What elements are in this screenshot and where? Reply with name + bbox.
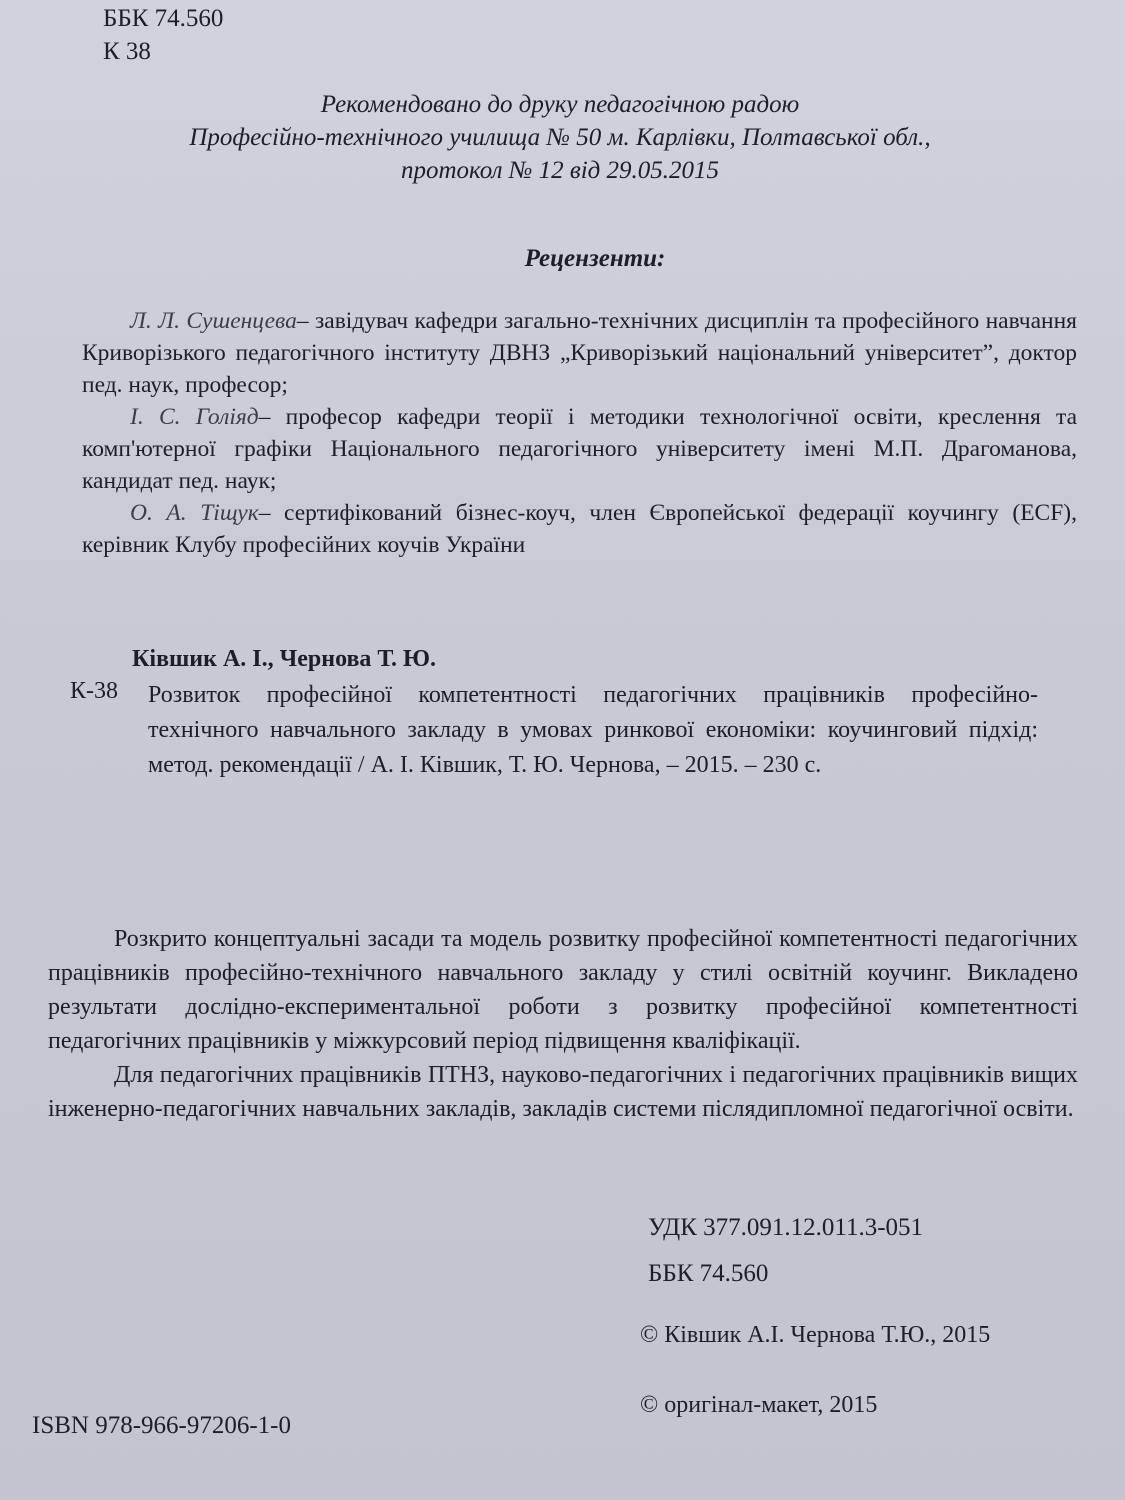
recommendation-line-3: протокол № 12 від 29.05.2015 <box>400 157 720 184</box>
reviewers-heading: Рецензенти: <box>524 245 666 272</box>
annotation-paragraph: Розкрито концептуальні засади та модель розвитку професійної компетентності педагогічних працівників професійно-технічного навчального закладу у стилі освітній коучинг. Викладено результати дослідно-експериментальної роботи з розвитку професійної компетентності педагогічних працівників у міжкурсовий період підвищення кваліфікації. <box>48 926 1078 1054</box>
bibliographic-code: К-38 <box>70 678 118 704</box>
bbk-code: ББК 74.560 <box>648 1260 769 1287</box>
reviewers-list <box>82 305 1077 561</box>
reviewer-entry <box>82 401 1077 497</box>
top-catalog-code: К 38 <box>103 38 151 65</box>
reviewer-entry <box>82 497 1077 561</box>
publication-recommendation <box>40 88 1080 187</box>
reviewer-entry <box>82 305 1077 401</box>
top-classification <box>103 2 223 68</box>
recommendation-line-1: Рекомендовано до друку педагогічною радою <box>320 91 800 118</box>
isbn-number: ISBN 978-966-97206-1-0 <box>32 1412 292 1439</box>
bibliographic-description: Розвиток професійної компетентності педагогічних працівників професійно-технічного навчального закладу в умовах ринкової економіки: коучинговий підхід: метод. рекомендації / А. І. Ківшик, Т. Ю. Чернова, – 2015. – 230 с. <box>148 682 1038 778</box>
annotation <box>48 922 1078 1126</box>
reviewer-name: І. С. Голіяд <box>130 404 259 430</box>
recommendation-line-2: Професійно-технічного училища № 50 м. Карлівки, Полтавської обл., <box>189 124 931 151</box>
copyright-authors: © Ківшик А.І. Чернова Т.Ю., 2015 <box>640 1322 991 1348</box>
classification-codes <box>648 1205 923 1297</box>
reviewer-name: Л. Л. Сушенцева <box>130 308 297 334</box>
reviewer-description: – професор кафедри теорії і методики технологічної освіти, креслення та комп'ютерної графіки Національного педагогічного університету імені М.П. Драгоманова, кандидат пед. наук; <box>82 404 1078 494</box>
annotation-paragraph: Для педагогічних працівників ПТНЗ, науково-педагогічних і педагогічних працівників вищих інженерно-педагогічних навчальних закладів, закладів системи післядипломної педагогічної освіти. <box>48 1062 1078 1122</box>
top-bbk-code: ББК 74.560 <box>103 5 224 32</box>
udk-code: УДК 377.091.12.011.3-051 <box>648 1214 924 1241</box>
bibliographic-authors: Ківшик А. І., Чернова Т. Ю. <box>132 646 437 672</box>
reviewer-name: О. А. Тіщук <box>130 500 259 526</box>
reviewer-description: – завідувач кафедри загально-технічних дисциплін та професійного навчання Криворізького педагогічного інституту ДВНЗ „Криворізький національний університет”, доктор пед. наук, професор; <box>82 308 1077 398</box>
copyright-layout: © оригінал-макет, 2015 <box>640 1392 878 1418</box>
reviewer-description: – сертифікований бізнес-коуч, член Європейської федерації коучингу (ECF), керівник Клубу професійних коучів України <box>82 500 1077 558</box>
